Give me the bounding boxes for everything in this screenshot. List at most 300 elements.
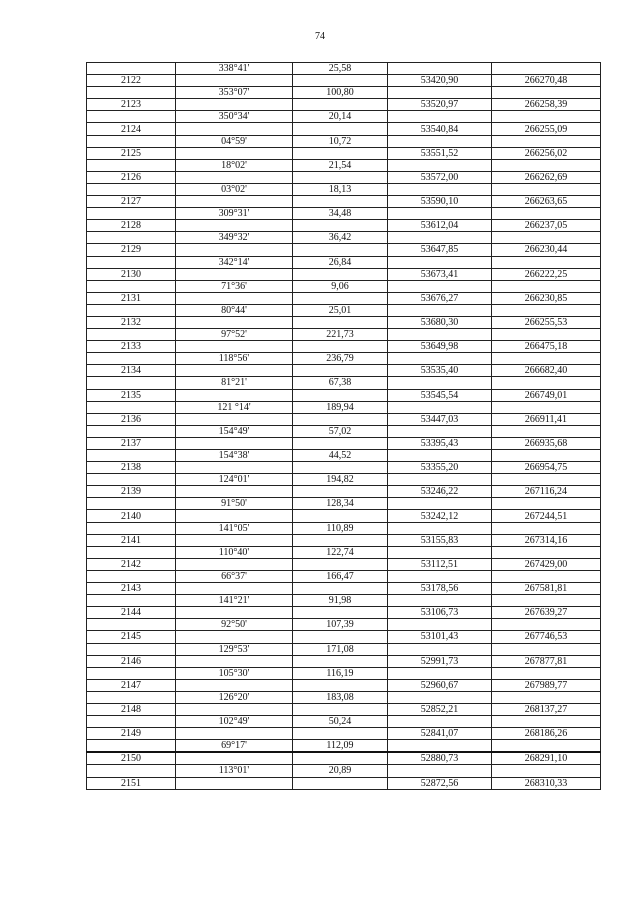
empty-cell: [176, 171, 293, 183]
empty-cell: [388, 716, 492, 728]
y-coordinate-cell: 266255,09: [492, 123, 601, 135]
direction-angle-cell: 81°21': [176, 377, 293, 389]
empty-cell: [492, 643, 601, 655]
x-coordinate-cell: 52991,73: [388, 655, 492, 667]
point-row: [87, 341, 601, 353]
distance-cell: 107,39: [293, 619, 388, 631]
point-row: [87, 196, 601, 208]
empty-cell: [492, 522, 601, 534]
empty-cell: [176, 679, 293, 691]
coordinates-table-body: [87, 63, 601, 790]
empty-cell: [388, 740, 492, 753]
point-row: [87, 777, 601, 789]
empty-cell: [492, 570, 601, 582]
empty-cell: [87, 691, 176, 703]
empty-cell: [293, 389, 388, 401]
empty-cell: [388, 111, 492, 123]
y-coordinate-cell: 266270,48: [492, 75, 601, 87]
point-number-cell: 2139: [87, 486, 176, 498]
segment-row: [87, 643, 601, 655]
point-number-cell: 2150: [87, 752, 176, 765]
direction-angle-cell: 102°49': [176, 716, 293, 728]
y-coordinate-cell: 267989,77: [492, 679, 601, 691]
segment-row: [87, 765, 601, 777]
x-coordinate-cell: 53680,30: [388, 316, 492, 328]
point-number-cell: 2140: [87, 510, 176, 522]
empty-cell: [293, 703, 388, 715]
empty-cell: [492, 691, 601, 703]
empty-cell: [388, 208, 492, 220]
coordinates-table: [86, 62, 601, 790]
empty-cell: [388, 63, 492, 75]
point-row: [87, 365, 601, 377]
direction-angle-cell: 66°37': [176, 570, 293, 582]
direction-angle-cell: 97°52': [176, 329, 293, 341]
segment-row: [87, 353, 601, 365]
empty-cell: [293, 752, 388, 765]
x-coordinate-cell: 53447,03: [388, 413, 492, 425]
empty-cell: [388, 183, 492, 195]
x-coordinate-cell: 53242,12: [388, 510, 492, 522]
y-coordinate-cell: 266256,02: [492, 147, 601, 159]
point-number-cell: 2151: [87, 777, 176, 789]
empty-cell: [176, 752, 293, 765]
empty-cell: [492, 353, 601, 365]
point-row: [87, 583, 601, 595]
empty-cell: [87, 765, 176, 777]
empty-cell: [176, 147, 293, 159]
segment-row: [87, 256, 601, 268]
empty-cell: [176, 703, 293, 715]
empty-cell: [87, 377, 176, 389]
x-coordinate-cell: 53106,73: [388, 607, 492, 619]
distance-cell: 166,47: [293, 570, 388, 582]
empty-cell: [293, 558, 388, 570]
point-row: [87, 292, 601, 304]
y-coordinate-cell: 267244,51: [492, 510, 601, 522]
empty-cell: [388, 87, 492, 99]
empty-cell: [176, 268, 293, 280]
empty-cell: [388, 425, 492, 437]
direction-angle-cell: 92°50': [176, 619, 293, 631]
empty-cell: [492, 740, 601, 753]
empty-cell: [87, 135, 176, 147]
point-row: [87, 147, 601, 159]
point-row: [87, 244, 601, 256]
empty-cell: [293, 341, 388, 353]
distance-cell: 189,94: [293, 401, 388, 413]
y-coordinate-cell: 266954,75: [492, 462, 601, 474]
empty-cell: [87, 619, 176, 631]
point-number-cell: 2142: [87, 558, 176, 570]
direction-angle-cell: 118°56': [176, 353, 293, 365]
segment-row: [87, 232, 601, 244]
direction-angle-cell: 18°02': [176, 159, 293, 171]
empty-cell: [293, 437, 388, 449]
empty-cell: [492, 425, 601, 437]
y-coordinate-cell: 266263,65: [492, 196, 601, 208]
x-coordinate-cell: 53155,83: [388, 534, 492, 546]
empty-cell: [492, 377, 601, 389]
empty-cell: [388, 643, 492, 655]
y-coordinate-cell: 266749,01: [492, 389, 601, 401]
empty-cell: [176, 292, 293, 304]
point-row: [87, 510, 601, 522]
point-number-cell: 2133: [87, 341, 176, 353]
empty-cell: [388, 450, 492, 462]
empty-cell: [87, 716, 176, 728]
point-row: [87, 679, 601, 691]
point-number-cell: 2141: [87, 534, 176, 546]
segment-row: [87, 450, 601, 462]
point-row: [87, 462, 601, 474]
empty-cell: [176, 462, 293, 474]
empty-cell: [87, 353, 176, 365]
direction-angle-cell: 350°34': [176, 111, 293, 123]
empty-cell: [492, 256, 601, 268]
segment-row: [87, 667, 601, 679]
direction-angle-cell: 03°02': [176, 183, 293, 195]
empty-cell: [293, 631, 388, 643]
empty-cell: [492, 716, 601, 728]
segment-row: [87, 498, 601, 510]
empty-cell: [87, 329, 176, 341]
distance-cell: 34,48: [293, 208, 388, 220]
point-row: [87, 437, 601, 449]
empty-cell: [492, 329, 601, 341]
point-row: [87, 752, 601, 765]
point-number-cell: 2143: [87, 583, 176, 595]
segment-row: [87, 619, 601, 631]
empty-cell: [293, 679, 388, 691]
empty-cell: [176, 607, 293, 619]
empty-cell: [293, 123, 388, 135]
direction-angle-cell: 129°53': [176, 643, 293, 655]
direction-angle-cell: 141°05': [176, 522, 293, 534]
empty-cell: [87, 63, 176, 75]
empty-cell: [87, 87, 176, 99]
direction-angle-cell: 121 °14': [176, 401, 293, 413]
x-coordinate-cell: 53395,43: [388, 437, 492, 449]
empty-cell: [388, 546, 492, 558]
empty-cell: [176, 777, 293, 789]
empty-cell: [388, 329, 492, 341]
x-coordinate-cell: 53649,98: [388, 341, 492, 353]
y-coordinate-cell: 267314,16: [492, 534, 601, 546]
point-row: [87, 389, 601, 401]
empty-cell: [87, 159, 176, 171]
empty-cell: [388, 256, 492, 268]
x-coordinate-cell: 53676,27: [388, 292, 492, 304]
point-row: [87, 316, 601, 328]
point-number-cell: 2136: [87, 413, 176, 425]
x-coordinate-cell: 53178,56: [388, 583, 492, 595]
empty-cell: [492, 135, 601, 147]
point-number-cell: 2126: [87, 171, 176, 183]
direction-angle-cell: 110°40': [176, 546, 293, 558]
point-row: [87, 607, 601, 619]
point-number-cell: 2137: [87, 437, 176, 449]
x-coordinate-cell: 53246,22: [388, 486, 492, 498]
empty-cell: [293, 316, 388, 328]
empty-cell: [388, 401, 492, 413]
y-coordinate-cell: 268291,10: [492, 752, 601, 765]
segment-row: [87, 111, 601, 123]
direction-angle-cell: 80°44': [176, 304, 293, 316]
empty-cell: [492, 498, 601, 510]
direction-angle-cell: 113°01': [176, 765, 293, 777]
empty-cell: [87, 183, 176, 195]
empty-cell: [388, 353, 492, 365]
empty-cell: [492, 111, 601, 123]
empty-cell: [176, 558, 293, 570]
y-coordinate-cell: 267746,53: [492, 631, 601, 643]
empty-cell: [176, 631, 293, 643]
empty-cell: [293, 244, 388, 256]
direction-angle-cell: 69°17': [176, 740, 293, 753]
y-coordinate-cell: 266237,05: [492, 220, 601, 232]
empty-cell: [492, 765, 601, 777]
empty-cell: [176, 486, 293, 498]
empty-cell: [492, 183, 601, 195]
distance-cell: 21,54: [293, 159, 388, 171]
empty-cell: [388, 667, 492, 679]
empty-cell: [492, 595, 601, 607]
empty-cell: [87, 474, 176, 486]
empty-cell: [87, 522, 176, 534]
empty-cell: [87, 208, 176, 220]
segment-row: [87, 208, 601, 220]
empty-cell: [176, 196, 293, 208]
distance-cell: 44,52: [293, 450, 388, 462]
segment-row: [87, 546, 601, 558]
distance-cell: 171,08: [293, 643, 388, 655]
empty-cell: [492, 63, 601, 75]
x-coordinate-cell: 53545,54: [388, 389, 492, 401]
empty-cell: [176, 510, 293, 522]
x-coordinate-cell: 52841,07: [388, 728, 492, 740]
empty-cell: [492, 546, 601, 558]
y-coordinate-cell: 267877,81: [492, 655, 601, 667]
distance-cell: 221,73: [293, 329, 388, 341]
x-coordinate-cell: 53572,00: [388, 171, 492, 183]
point-row: [87, 171, 601, 183]
distance-cell: 36,42: [293, 232, 388, 244]
x-coordinate-cell: 53420,90: [388, 75, 492, 87]
empty-cell: [176, 389, 293, 401]
y-coordinate-cell: 266262,69: [492, 171, 601, 183]
empty-cell: [176, 244, 293, 256]
direction-angle-cell: 105°30': [176, 667, 293, 679]
y-coordinate-cell: 266935,68: [492, 437, 601, 449]
empty-cell: [388, 135, 492, 147]
direction-angle-cell: 126°20': [176, 691, 293, 703]
segment-row: [87, 691, 601, 703]
distance-cell: 9,06: [293, 280, 388, 292]
empty-cell: [492, 159, 601, 171]
empty-cell: [293, 534, 388, 546]
point-row: [87, 534, 601, 546]
point-row: [87, 75, 601, 87]
x-coordinate-cell: 53355,20: [388, 462, 492, 474]
segment-row: [87, 425, 601, 437]
x-coordinate-cell: 53551,52: [388, 147, 492, 159]
distance-cell: 194,82: [293, 474, 388, 486]
direction-angle-cell: 342°14': [176, 256, 293, 268]
empty-cell: [388, 619, 492, 631]
point-number-cell: 2148: [87, 703, 176, 715]
distance-cell: 116,19: [293, 667, 388, 679]
point-number-cell: 2127: [87, 196, 176, 208]
empty-cell: [293, 486, 388, 498]
point-number-cell: 2135: [87, 389, 176, 401]
empty-cell: [388, 570, 492, 582]
x-coordinate-cell: 53673,41: [388, 268, 492, 280]
point-number-cell: 2125: [87, 147, 176, 159]
point-row: [87, 413, 601, 425]
empty-cell: [388, 765, 492, 777]
empty-cell: [492, 280, 601, 292]
empty-cell: [87, 450, 176, 462]
empty-cell: [293, 196, 388, 208]
point-row: [87, 486, 601, 498]
empty-cell: [293, 510, 388, 522]
y-coordinate-cell: 267429,00: [492, 558, 601, 570]
direction-angle-cell: 71°36': [176, 280, 293, 292]
distance-cell: 10,72: [293, 135, 388, 147]
distance-cell: 26,84: [293, 256, 388, 268]
empty-cell: [293, 171, 388, 183]
empty-cell: [176, 341, 293, 353]
segment-row: [87, 63, 601, 75]
x-coordinate-cell: 53101,43: [388, 631, 492, 643]
distance-cell: 18,13: [293, 183, 388, 195]
point-number-cell: 2147: [87, 679, 176, 691]
empty-cell: [492, 208, 601, 220]
empty-cell: [87, 570, 176, 582]
empty-cell: [87, 498, 176, 510]
empty-cell: [293, 607, 388, 619]
y-coordinate-cell: 266682,40: [492, 365, 601, 377]
x-coordinate-cell: 52872,56: [388, 777, 492, 789]
empty-cell: [176, 365, 293, 377]
empty-cell: [492, 619, 601, 631]
empty-cell: [176, 437, 293, 449]
segment-row: [87, 595, 601, 607]
empty-cell: [293, 777, 388, 789]
empty-cell: [293, 728, 388, 740]
y-coordinate-cell: 266255,53: [492, 316, 601, 328]
page-number: 74: [315, 31, 325, 42]
point-row: [87, 655, 601, 667]
segment-row: [87, 135, 601, 147]
empty-cell: [492, 87, 601, 99]
empty-cell: [87, 280, 176, 292]
point-number-cell: 2129: [87, 244, 176, 256]
empty-cell: [388, 522, 492, 534]
empty-cell: [293, 583, 388, 595]
empty-cell: [388, 474, 492, 486]
x-coordinate-cell: 53540,84: [388, 123, 492, 135]
empty-cell: [492, 667, 601, 679]
y-coordinate-cell: 268310,33: [492, 777, 601, 789]
segment-row: [87, 280, 601, 292]
empty-cell: [293, 268, 388, 280]
y-coordinate-cell: 267581,81: [492, 583, 601, 595]
empty-cell: [492, 232, 601, 244]
empty-cell: [293, 292, 388, 304]
y-coordinate-cell: 266475,18: [492, 341, 601, 353]
segment-row: [87, 183, 601, 195]
distance-cell: 25,01: [293, 304, 388, 316]
empty-cell: [176, 728, 293, 740]
empty-cell: [176, 655, 293, 667]
x-coordinate-cell: 53520,97: [388, 99, 492, 111]
empty-cell: [87, 595, 176, 607]
point-row: [87, 123, 601, 135]
empty-cell: [87, 111, 176, 123]
distance-cell: 57,02: [293, 425, 388, 437]
y-coordinate-cell: 268186,26: [492, 728, 601, 740]
empty-cell: [388, 304, 492, 316]
distance-cell: 20,89: [293, 765, 388, 777]
direction-angle-cell: 349°32': [176, 232, 293, 244]
empty-cell: [388, 498, 492, 510]
empty-cell: [87, 401, 176, 413]
point-row: [87, 268, 601, 280]
empty-cell: [293, 413, 388, 425]
empty-cell: [388, 595, 492, 607]
segment-row: [87, 740, 601, 753]
point-row: [87, 220, 601, 232]
empty-cell: [388, 159, 492, 171]
empty-cell: [87, 740, 176, 753]
point-number-cell: 2138: [87, 462, 176, 474]
x-coordinate-cell: 52880,73: [388, 752, 492, 765]
empty-cell: [176, 99, 293, 111]
direction-angle-cell: 154°49': [176, 425, 293, 437]
x-coordinate-cell: 53535,40: [388, 365, 492, 377]
empty-cell: [388, 377, 492, 389]
direction-angle-cell: 04°59': [176, 135, 293, 147]
segment-row: [87, 474, 601, 486]
empty-cell: [293, 99, 388, 111]
point-number-cell: 2132: [87, 316, 176, 328]
empty-cell: [293, 220, 388, 232]
empty-cell: [293, 655, 388, 667]
empty-cell: [87, 256, 176, 268]
distance-cell: 128,34: [293, 498, 388, 510]
distance-cell: 122,74: [293, 546, 388, 558]
distance-cell: 183,08: [293, 691, 388, 703]
empty-cell: [388, 232, 492, 244]
distance-cell: 20,14: [293, 111, 388, 123]
distance-cell: 50,24: [293, 716, 388, 728]
direction-angle-cell: 309°31': [176, 208, 293, 220]
point-number-cell: 2131: [87, 292, 176, 304]
empty-cell: [388, 280, 492, 292]
point-row: [87, 703, 601, 715]
direction-angle-cell: 338°41': [176, 63, 293, 75]
empty-cell: [176, 123, 293, 135]
segment-row: [87, 304, 601, 316]
empty-cell: [492, 474, 601, 486]
empty-cell: [176, 413, 293, 425]
point-row: [87, 558, 601, 570]
distance-cell: 100,80: [293, 87, 388, 99]
distance-cell: 67,38: [293, 377, 388, 389]
y-coordinate-cell: 266222,25: [492, 268, 601, 280]
